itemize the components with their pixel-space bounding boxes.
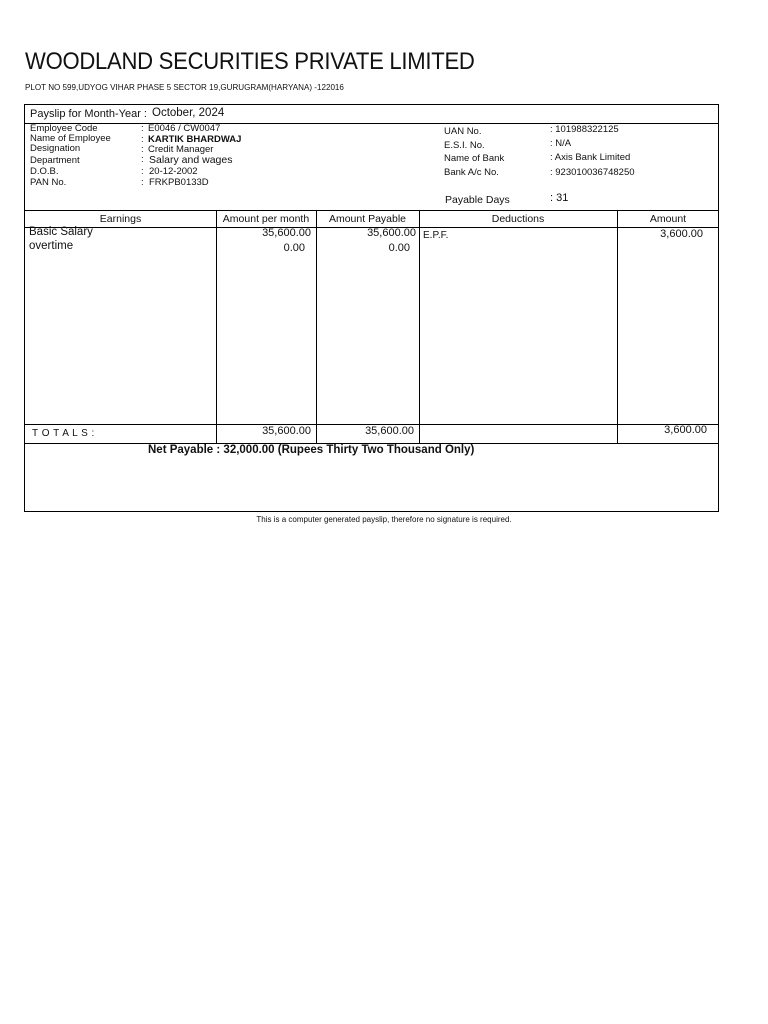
payslip-box: Payslip for Month-Year : October, 2024 Employee Code : E0046 / CW0047 Name of Employee : KARTIK BHARDWAJ Designation : Credit Manager Department : Salary and wages D.O.B. : 20-12-2002 PAN No. : FRKPB0133D UAN No. : 101988322125 E.S.I. No. : N/A Name of Bank : Axis Bank Limited Bank A/c No. : 923010036748250 Payable Days : 31 Earnings Amount per month Amount Payable Deductions Amount Basic Salary 35,600.00 35,600.00 overtime 0.00 0.00 E.P.F. 3,600.00 T O T A L S : 35,600.00 35,600.00 3,600.00 Net Payable : 32,000.00 (Rupees Thirty Two Thousand Only) (24, 104, 719, 512)
payable-days-value: : 31 (550, 192, 569, 204)
period-label: Payslip for Month-Year : (30, 108, 147, 120)
column-divider (617, 210, 618, 443)
designation-value: Credit Manager (148, 144, 214, 155)
bank-name-label: Name of Bank (444, 153, 505, 164)
deduction-name: E.P.F. (423, 230, 449, 241)
column-divider (419, 210, 420, 443)
net-payable: Net Payable : 32,000.00 (Rupees Thirty Two Thousand Only) (148, 444, 475, 456)
totals-per-month: 35,600.00 (262, 425, 311, 437)
header-amount-per-month: Amount per month (222, 213, 310, 225)
designation-label: Designation (30, 143, 81, 154)
earning-payable: 0.00 (388, 242, 410, 254)
dob-label: D.O.B. (30, 166, 59, 177)
earning-name: overtime (29, 240, 74, 252)
dob-value: 20-12-2002 (149, 166, 198, 177)
employee-name-label: Name of Employee (30, 133, 111, 144)
uan-value: : 101988322125 (550, 124, 619, 135)
department-value: Salary and wages (149, 154, 233, 166)
employee-code-label: Employee Code (30, 123, 98, 134)
payable-days-label: Payable Days (445, 194, 510, 206)
totals-label: T O T A L S : (32, 428, 95, 439)
employee-code-value: E0046 / CW0047 (148, 123, 221, 134)
account-value: : 923010036748250 (550, 167, 635, 178)
totals-payable: 35,600.00 (365, 425, 414, 437)
employee-name-value: KARTIK BHARDWAJ (148, 134, 242, 145)
company-address: PLOT NO 599,UDYOG VIHAR PHASE 5 SECTOR 19,GURUGRAM(HARYANA) -122016 (25, 82, 344, 92)
footnote: This is a computer generated payslip, therefore no signature is required. (256, 515, 512, 524)
deduction-amount: 3,600.00 (660, 228, 703, 240)
company-name: WOODLAND SECURITIES PRIVATE LIMITED (25, 48, 475, 75)
pan-label: PAN No. (30, 177, 67, 188)
account-label: Bank A/c No. (444, 167, 499, 178)
bank-name-value: : Axis Bank Limited (550, 152, 631, 163)
header-amount: Amount (649, 213, 687, 225)
earning-per-month: 0.00 (283, 242, 305, 254)
department-label: Department (30, 155, 80, 166)
totals-deductions: 3,600.00 (664, 424, 707, 436)
header-earnings: Earnings (99, 213, 142, 225)
header-amount-payable: Amount Payable (328, 213, 407, 225)
esi-value: : N/A (550, 138, 572, 149)
earning-payable: 35,600.00 (367, 227, 416, 239)
pan-value: FRKPB0133D (149, 177, 209, 188)
header-deductions: Deductions (491, 213, 545, 225)
uan-label: UAN No. (444, 126, 482, 137)
earning-per-month: 35,600.00 (262, 227, 311, 239)
period-value: October, 2024 (152, 107, 225, 119)
esi-label: E.S.I. No. (444, 140, 485, 151)
earning-name: Basic Salary (29, 226, 93, 238)
divider (25, 210, 718, 211)
